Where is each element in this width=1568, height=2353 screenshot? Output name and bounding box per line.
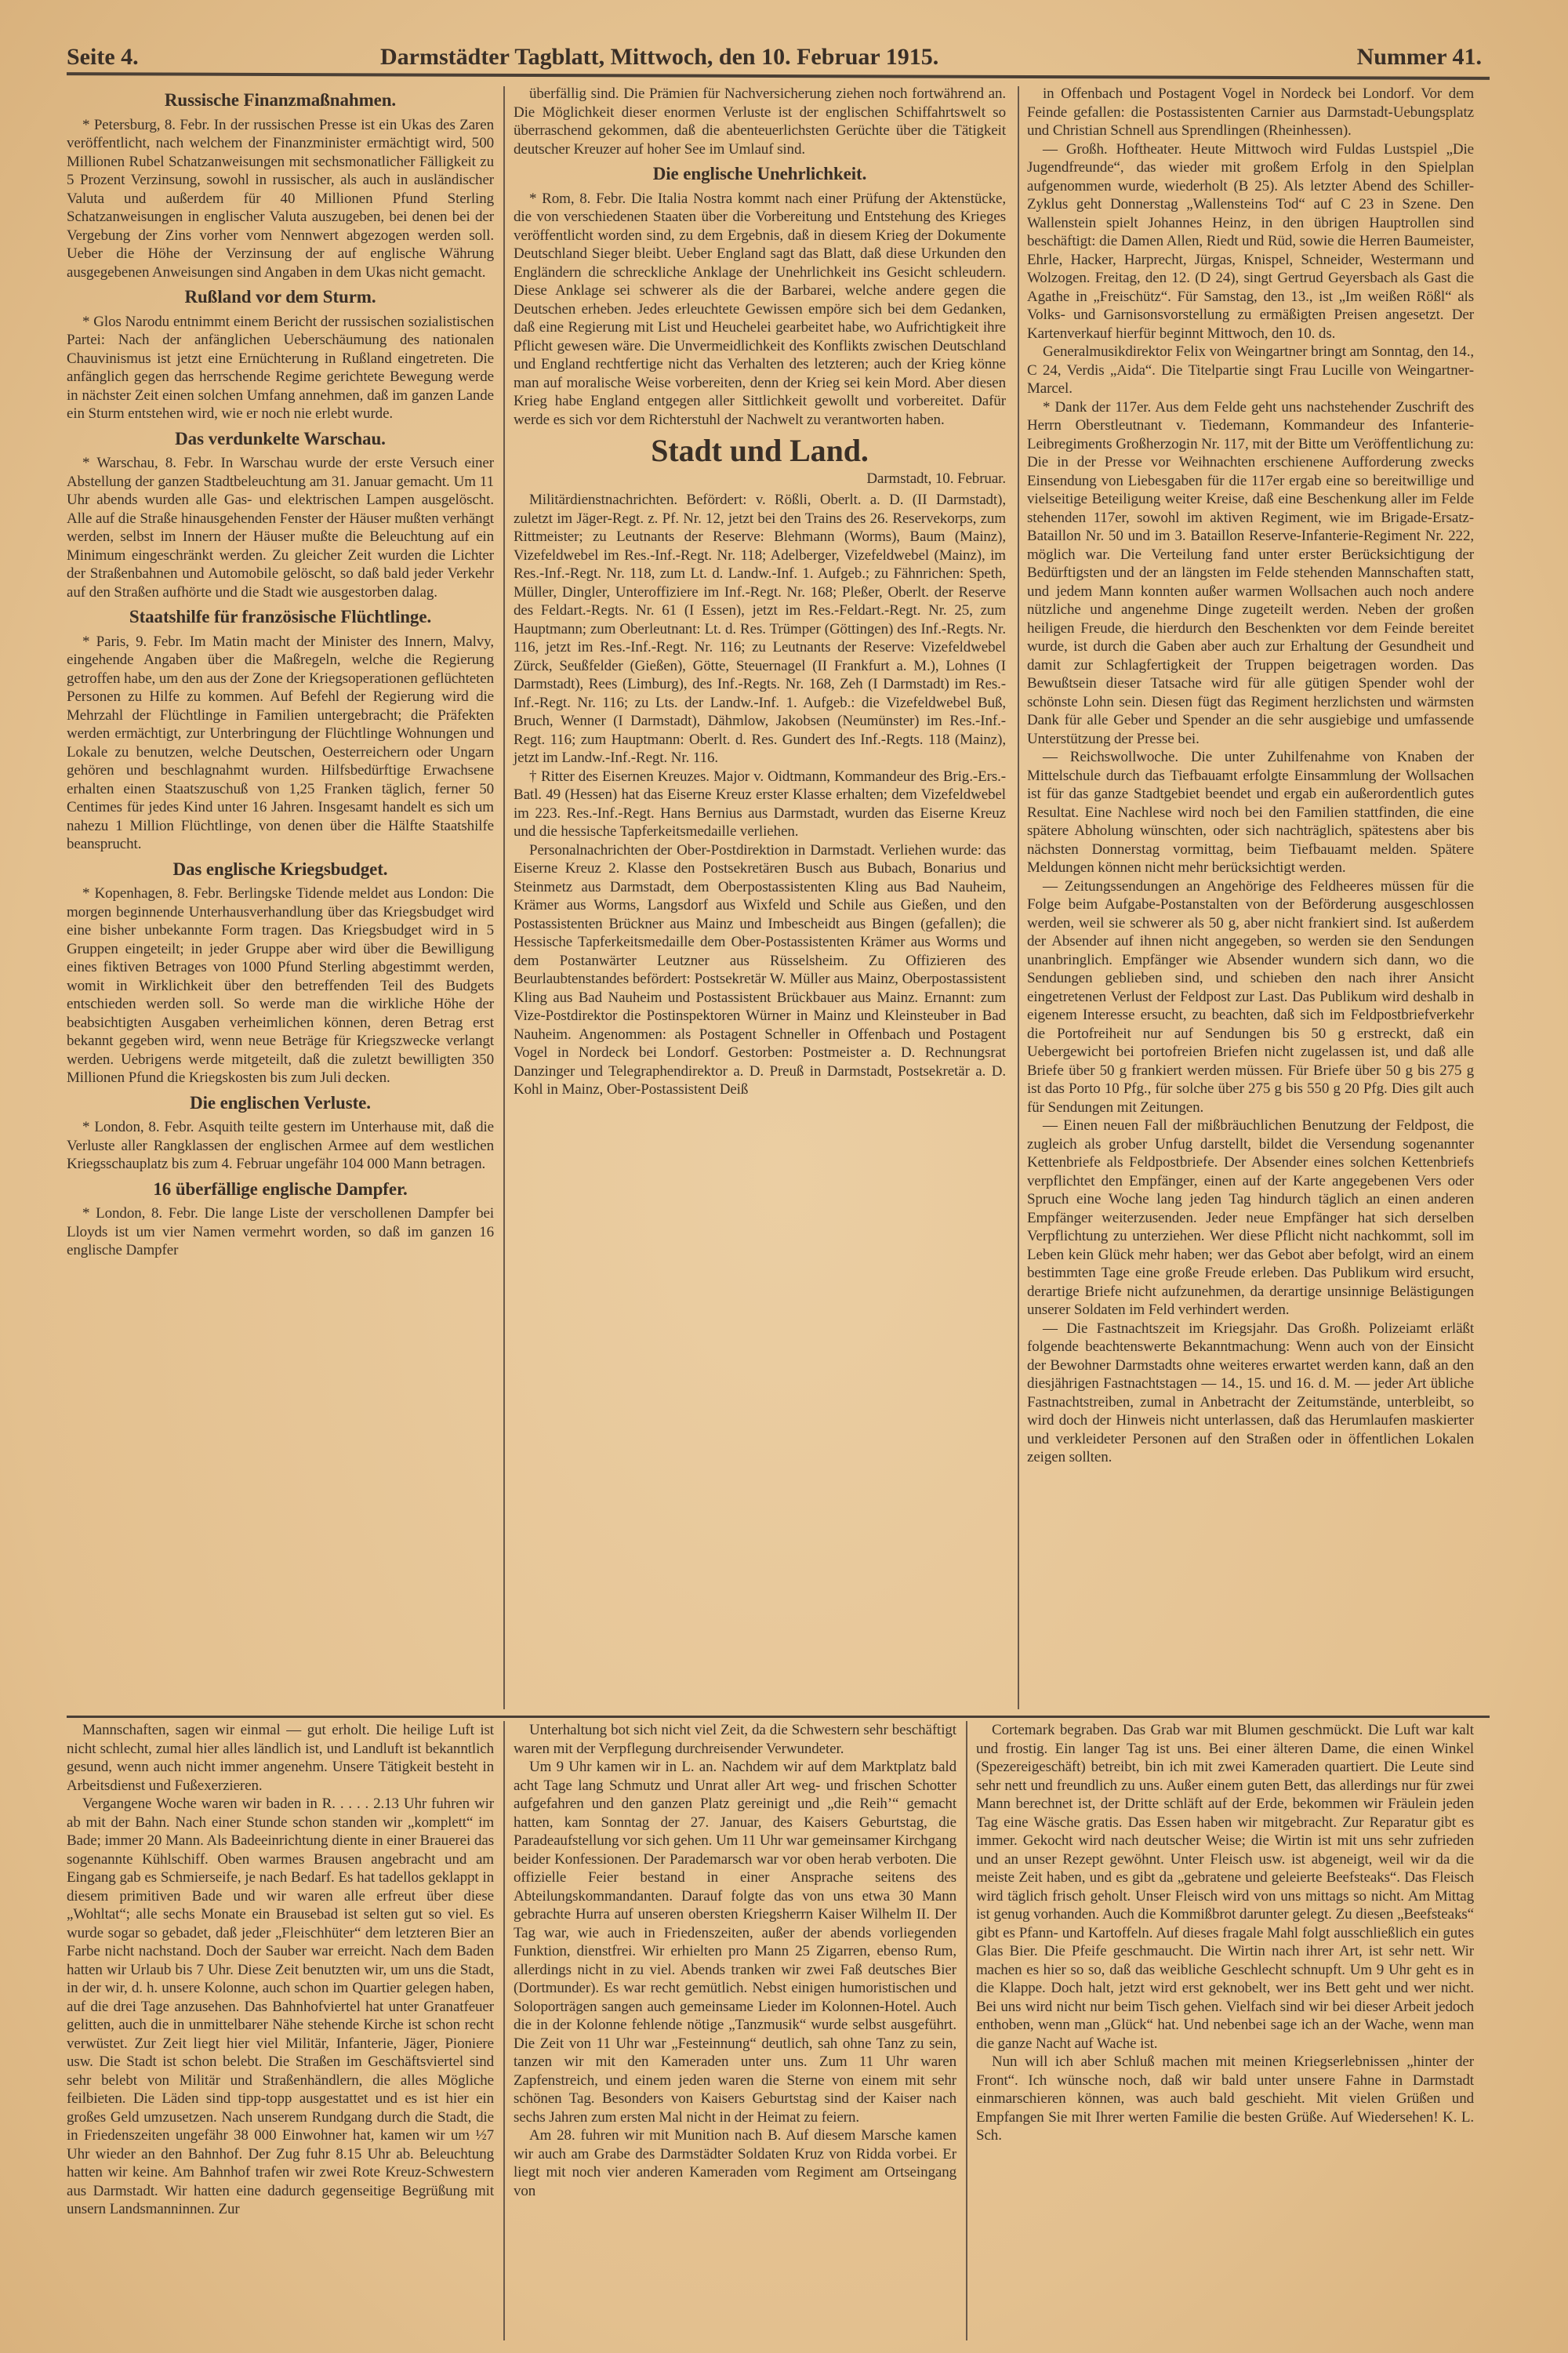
letter-paragraph: Vergangene Woche waren wir baden in R. . . . . 2.13 Uhr fuhren wir ab mit der Bahn. Nach einer Stunde schon standen wir „komplett“ im Bade; immer 20 Mann. Als Badeeinrichtung diente in einer Brauerei das sogenannte Kühlschiff. Oben warmes Brausen angebracht und am Eingang gab es Schmierseife, je nach Bedarf. Es hat tadellos geklappt in diesem primitiven Bade und wir waren alle erfreut über diese „Wohltat“; alle sechs Monate ein Brausebad ist selten gut so viel. Es wurde sogar so gebadet, daß jeder „Fleischhüter“ dem letzteren Bier an Farbe nicht nachstand. Doch der Sauber war erreicht. Nach dem Baden hatten wir Urlaub bis 7 Uhr. Diese Zeit benutzten wir, um uns die Stadt, in der wir, d. h. unsere Kolonne, auch schon im Quartier gelegen haben, auf die drei Tage anzusehen. Das Bahnhofviertel hat unter Granatfeuer gelitten, auch die in unmittelbarer Nähe stehende Kirche ist schon recht verwüstet. Zur Zeit liegt hier viel Militär, Infanterie, Jäger, Pioniere usw. Die Stadt ist schon belebt. Die Straßen im Geschäftsviertel sind sehr belebt von Militär und Straßenhändlern, die alles Mögliche feilbieten. Die Läden sind tipp-topp ausgestattet und es ist hier ein großes Geld umzusetzen. Nach unserem Rundgang durch die Stadt, die in Friedenszeiten ungefähr 38 000 Einwohner hat, kamen wir um ½7 Uhr wieder an den Bahnhof. Der Zug fuhr 8.15 Uhr ab. Beleuchtung hatten wir keine. Am Bahnhof trafen wir zwei Rote Kreuz-Schwestern aus Darmstadt. Wir hatten eine dadurch gegenseitige Begrüßung mit unsern Landsmanninnen. Zur — [67, 1796, 494, 2217]
article — [67, 430, 494, 602]
article — [67, 608, 494, 854]
article-paragraph: * London, 8. Febr. Die lange Liste der verschollenen Dampfer bei Lloyds ist um vier Namen vermehrt worden, so daß im ganzen 16 englische Dampfer — [67, 1205, 494, 1258]
issue-number: Nummer 41. — [1356, 44, 1482, 70]
article — [514, 433, 1006, 1099]
article-paragraph: * Paris, 9. Febr. Im Matin macht der Minister des Innern, Malvy, eingehende Angaben über die Maßregeln, welche die Regierung getroffen habe, um den aus der Zone der Kriegsoperationen geflüchteten Personen zu Hilfe zu kommen. Auf Befehl der Regierung wird die Mehrzahl der Flüchtlinge in Familien untergebracht; die Präfekten werden ermächtigt, zur Unterbringung der Flüchtlinge Wohnungen und Lokale zu benutzen, welche Deutschen, Oesterreichern oder Ungarn gehören und beschlagnahmt wurden. Hilfsbedürftige Erwachsene erhalten einen Staatszuschuß von 1,25 Franken täglich, ferner 50 Centimes für jedes Kind unter 16 Jahren. Insgesamt handelt es sich um nahezu 1 Million Flüchtlinge, von denen über die Hälfte Staatshilfe beansprucht. — [67, 633, 494, 852]
article-headline: Die englischen Verluste. — [190, 1092, 371, 1113]
article — [514, 165, 1006, 429]
letter-paragraph: Um 9 Uhr kamen wir in L. an. Nachdem wir auf dem Marktplatz bald acht Tage lang Schmutz und Unrat aller Art weg- und frischen Schotter aufgefahren und den ganzen Platz gereinigt und „die Reih’“ gemacht hatten, kam Sonntag der 27. Januar, des Kaisers Geburtstag, die Paradeaufstellung vor sich gehen. Um 11 Uhr war gemeinsamer Kirchgang beider Konfessionen. Der Parademarsch war vor oben herab verboten. Die offizielle Feier bestand in einer Ansprache seitens des Abteilungskommandanten. Darauf folgte das von uns etwa 30 Mann gebrachte Hurra auf unseren obersten Kriegsherrn Kaiser Wilhelm II. Der Tag war, wie auch in Friedenszeiten, außer der abends vorliegenden Funktion, dienstfrei. Wir erhielten pro Mann 25 Zigarren, ebenso Rum, allerdings nicht in zu viel. Abends tranken wir zwei Faß deutsches Bier (Dortmunder). Es war recht gemütlich. Nebst einigen humoristischen und Soloporträgen sangen auch gemeinsame Lieder im Kolonnen-Hotel. Auch die in der Kolonne fehlende nötige „Tanzmusik“ wurde selbst ausgeführt. Die Zeit von 11 Uhr war „Festeinnung“ deutlich, sah ohne Tanz zu sein, tanzen wir mit den Kameraden unter uns. Zum 11 Uhr waren Zapfenstreich, und einem jeden waren die Sterne von einem mit sehr schönen Tag. Besonders von Kaisers Geburtstag sind der Kaiser nach sechs Jahren zum ersten Mal nicht in der Heimat zu feiern. — [514, 1759, 956, 2126]
article-headline: Rußland vor dem Sturm. — [184, 287, 376, 307]
article-headline: Die englische Unehrlichkeit. — [652, 164, 867, 183]
article-paragraph: — Reichswollwoche. Die unter Zuhilfenahme von Knaben der Mittelschule durch das Tiefbauamt erfolgte Einsammlung der Wollsachen ist für das ganze Stadtgebiet beendet und ergab ein außerordentlich gutes Resultat. Eine Nachlese wird noch bei den Familien stattfinden, die eine spätere Abholung wünschten, oder sich nachträglich, spätestens aber bis nächsten Donnerstag vormittag, beim Tiefbauamt melden. Spätere Meldungen können nicht mehr berücksichtigt werden. — [1027, 749, 1474, 876]
letter-paragraph: Unterhaltung bot sich nicht viel Zeit, da die Schwestern sehr beschäftigt waren mit der Verpflegung durchreisender Verwundeter. — [514, 1722, 956, 1757]
article-paragraph: — Einen neuen Fall der mißbräuchlichen Benutzung der Feldpost, die zugleich als grober Unfug darstellt, bildet die Versendung sogenannter Kettenbriefe als Feldpostbriefe. Der Absender eines solchen Kettenbriefs verpflichtet den Empfänger, einen auf der Karte angegebenen Vers oder Spruch eine Woche lang jeden Tag hindurch täglich an einen anderen Empfänger weiterzusenden. Jeder neue Empfänger hat sich derselben Verpflichtung zu unterziehen. Wer diese Pflicht nicht nachkommt, soll im Leben kein Glück mehr haben; wer das Gebot aber befolgt, wird an einem bestimmten Tage eine große Freude erleben. Das Publikum wird ersucht, derartige Briefe nicht aufzunehmen, da derartige unsinnige Belästigungen unserer Soldaten im Feld verhindert werden. — [1027, 1117, 1474, 1318]
article-paragraph: Generalmusikdirektor Felix von Weingartner bringt am Sonntag, den 14., C 24, Verdis „Aida“. Die Titelpartie singt Frau Lucille von Weingartner-Marcel. — [1027, 343, 1474, 397]
section-rule — [67, 1716, 1490, 1718]
article-paragraph: in Offenbach und Postagent Vogel in Nordeck bei Londorf. Vor dem Feinde gefallen: die Postassistenten Carnier aus Darmstadt-Uebungsplatz und Christian Schnell aus Sprendlingen (Rheinhessen). — [1027, 85, 1474, 139]
letter-paragraph: Am 28. fuhren wir mit Munition nach B. Auf diesem Marsche kamen wir auch am Grabe des Darmstädter Soldaten Kruz von Ridda vorbei. Er liegt mit noch vier anderen Kameraden vom Regiment am Ortseingang von — [514, 2127, 956, 2199]
top-column-1 — [67, 85, 494, 1260]
article-headline: 16 überfällige englische Dampfer. — [153, 1178, 408, 1199]
article-paragraph: * Dank der 117er. Aus dem Felde geht uns nachstehender Zuschrift des Herrn Oberstleutnant v. Tiedemann, Kommandeur des Infanterie-Leibregiments Großherzogin Nr. 117, mit der Bitte um Veröffentlichung zu: Die in der Presse vor Weihnachten erschienene Aufforderung zwecks Einsendung von Liebesgaben für die 117er ergab eine so bereitwillige und vielseitige Beteiligung weiter Kreise, daß eine Beschenkung aller im Felde stehenden 117er, sowohl im aktiven Regiment, wie im Brigade-Ersatz-Bataillon Nr. 50 und im 3. Bataillon Reserve-Infanterie-Regiment Nr. 222, möglich war. Die Verteilung fand unter erster Berücksichtigung der Bedürftigsten und der an längsten im Felde stehenden Mannschaften statt, und jedem Mann konnten außer warmen Wollsachen auch noch andere nützliche und angenehme Dinge zugeteilt werden. Neben der großen heiligen Freude, die hierdurch den Beschenkten vor dem Feinde bereitet wurde, ist durch die Gaben aber auch zur Erhaltung der Gesundheit und damit zur Schlagfertigkeit der Truppen beigetragen worden. Das Bewußtsein dieser Tatsache wird für alle gütigen Spender wohl der schönste Lohn sein. Diesen fügt das Regiment herzlichsten und wärmsten Dank für alle Geber und Spender an die sehr ausgiebige und umfassende Unterstützung der Presse bei. — [1027, 398, 1474, 747]
letter-paragraph: Cortemark begraben. Das Grab war mit Blumen geschmückt. Die Luft war kalt und frostig. Ein langer Tag ist uns. Bei einer älteren Dame, die einen Winkel (Spezereigeschäft) betreibt, bin ich mit zwei Kameraden quartiert. Die Leute sind sehr nett und freundlich zu uns. Außer einem guten Bett, das allerdings nur für zwei Mann berechnet ist, der Dritte schläft auf der Erde, bekommen wir Fräulein jeden Tag eine Wäsche gratis. Das Essen haben wir mitgebracht. Zur Reparatur gibt es immer. Gekocht wird nach deutscher Weise; die Wirtin ist mit uns sehr zufrieden und an unser Rezept gewöhnt. Unter Fleisch usw. ist abgeneigt, weil wir da die meiste Zeit haben, und es gibt da „gebratene und geleierte Beefsteaks“. Das Fleisch wird täglich frisch geholt. Unser Fleisch wird von uns mittags so nicht. Am Mittag ist genug vorhanden. Auch die Kommißbrot darunter gelegt. Zu diesen „Beefsteaks“ gibt es Pfann- und Kartoffeln. Auf dieses fragale Mahl folgt ausschließlich ein gutes Glas Bier. Die Pfeife geschmaucht. Die Wirtin nach ihrer Art, ist sehr nett. Wir machen es hier so so, daß das weibliche Geschlecht schnupft. Um 9 Uhr geht es in die Klappe. Doch halt, jetzt wird erst geknobelt, wer ins Bett geht und wer nicht. Bei uns wird nicht nur beim Tisch gehen. Vielfach sind wir bei dieser Arbeit jedoch enthoben, wenn man „Glück“ hat. Und nebenbei sage ich an der Wache, wenn man die ganze Nacht auf Wache ist. — [976, 1722, 1474, 2052]
article — [67, 288, 494, 423]
article-paragraph: * Rom, 8. Febr. Die Italia Nostra kommt nach einer Prüfung der Aktenstücke, die von verschiedenen Staaten über die Vorbereitung und Entstehung des Krieges veröffentlicht worden sind, zu dem Ergebnis, daß in diesem Krieg der Dokumente Deutschland Sieger bleibt. Ueber England sagt das Blatt, daß diese Urkunden den Engländern die schreckliche Anklage der Unehrlichkeit ins Gesicht schleudern. Diese Anklage sei schwerer als die der Barbarei, welche andere gegen die Deutschen erheben. Jedes erleuchtete Gewissen empöre sich bei dem Gedanken, daß eine Regierung mit List und Heuchelei gearbeitet habe, wo Aufrichtigkeit ihre Pflicht gewesen wäre. Die Unvermeidlichkeit des Konflikts zwischen Deutschland und England rechtfertige nicht das Verhalten des letzteren; auch der Krieg könne man auf moralische Weise vorbereiten, denn der Krieg sei kein Mord. Aber diesen Krieg habe England entgegen aller Sittlichkeit gewollt und vorbereitet. Dafür werde es sich vor dem Richterstuhl der Nachwelt zu verantworten haben. — [514, 190, 1006, 428]
column-divider — [503, 86, 505, 1709]
article-paragraph: überfällig sind. Die Prämien für Nachversicherung ziehen noch fortwährend an. Die Möglichkeit dieser enormen Verluste ist der englischen Schiffahrtswelt so überraschend gekommen, daß die abenteuerlichsten Gerüchte über die Tätigkeit deutscher Kreuzer auf hoher See im Umlauf sind. — [514, 85, 1006, 158]
bottom-column-3 — [976, 1721, 1474, 2145]
dateline: Darmstadt, 10. Februar. — [866, 470, 1006, 487]
article-headline: Das verdunkelte Warschau. — [175, 428, 386, 448]
bottom-column-1 — [67, 1721, 494, 2219]
article-paragraph: * Warschau, 8. Febr. In Warschau wurde der erste Versuch einer Abstellung der ganzen Stadtbeleuchtung am 31. Januar gemacht. Um 11 Uhr abends wurden alle Gas- und elektrischen Lampen ausgelöscht. Alle auf die Straße hinausgehenden Fenster der Häuser mußten verhängt werden, selbst im Innern der Häuser mußte die Beleuchtung auf ein Minimum eingeschränkt werden. Zu gleicher Zeit wurden die Lichter der Straßenbahnen und Automobile gelöscht, so daß bald jeder Verkehr auf den Straßen aufhörte und die Stadt wie ausgestorben dalag. — [67, 455, 494, 601]
letter-paragraph: Nun will ich aber Schluß machen mit meinen Kriegserlebnissen „hinter der Front“. Ich wünsche noch, daß wir bald unter unsere Fahne in Darmstadt einmarschieren können, was auch bald geschieht. Mit vielen Grüßen und Empfangen Sie mit Ihrer werten Familie die besten Grüße. Auf Wiedersehen! K. L. Sch. — [976, 2053, 1474, 2144]
column-divider — [966, 1721, 967, 2340]
article — [1027, 85, 1474, 1467]
article-paragraph: Personalnachrichten der Ober-Postdirektion in Darmstadt. Verliehen wurde: das Eiserne Kreuz 2. Klasse den Postsekretären Busch aus Bubach, Bonarius und Steinmetz aus Darmstadt, dem Oberpostassistenten Kling aus Bad Nauheim, Krämer aus Worms, Langsdorf aus Wixfeld und Schile aus Gießen, und den Postassistenten Brückner aus Mainz und Imbescheidt aus Bingen (gefallen); die Hessische Tapferkeitsmedaille dem Ober-Postassistenten Krämer aus Worms und dem Postanwärter Leutzner aus Rüsselsheim. Zu Offizieren des Beurlaubtenstandes befördert: Postsekretär W. Müller aus Mainz, Oberpostassistent Kling aus Bad Nauheim und Postassistent Brückbauer aus Mainz. Ernannt: zum Vize-Postdirektor die Postinspektoren Würner in Mainz und Kleinsteuber in Bad Nauheim. Angenommen: als Postagent Schneller in Offenbach und Postagent Vogel in Nordeck bei Londorf. Gestorben: Postmeister a. D. Rechnungsrat Danzinger und Telegraphendirektor a. D. Preuß in Darmstadt, Postsekretär a. D. Kohl in Mainz, Ober-Postassistent Deiß — [514, 841, 1006, 1098]
article-headline: Russische Finanzmaßnahmen. — [164, 90, 397, 110]
article — [67, 1180, 494, 1260]
article-paragraph: † Ritter des Eisernen Kreuzes. Major v. Oidtmann, Kommandeur des Brig.-Ers.-Batl. 49 (Hessen) hat das Eiserne Kreuz erster Klasse erhalten; dem Vizefeldwebel im 223. Res.-Inf.-Regt. Hans Bernius aus Darmstadt, wurden das Eiserne Kreuz und die hessische Tapferkeitsmedaille verliehen. — [514, 768, 1006, 840]
article — [67, 1094, 494, 1174]
article-paragraph: * London, 8. Febr. Asquith teilte gestern im Unterhause mit, daß die Verluste aller Rangklassen der englischen Armee auf dem westlichen Kriegsschauplatz bis zum 4. Februar ungefähr 104 000 Mann betragen. — [67, 1119, 494, 1172]
article-paragraph: — Die Fastnachtszeit im Kriegsjahr. Das Großh. Polizeiamt erläßt folgende beachtenswerte Bekanntmachung: Wenn auch von der Einsicht der Bewohner Darmstadts ohne weiteres erwartet werden kann, daß an den diesjährigen Fastnachtstagen — 14., 15. und 16. d. M. — jeder Art übliche Fastnachtstreiben, zumal in Anbetracht der Zeitumstände, unterbleibt, so wird doch der Hinweis nicht unterlassen, daß das Herumlaufen maskierter und verkleideter Personen auf den Straßen oder in öffentlichen Lokalen zeigen sollten. — [1027, 1320, 1474, 1465]
letter-paragraph: Mannschaften, sagen wir einmal — gut erholt. Die heilige Luft ist nicht schlecht, zumal hier alles ländlich ist, und Landluft ist bekanntlich gesund, wenn auch nicht immer angenehm. Unsere Tätigkeit besteht in Arbeitsdienst und Fußexerzieren. — [67, 1722, 494, 1794]
article-paragraph: — Zeitungssendungen an Angehörige des Feldheeres müssen für die Folge beim Aufgabe-Postanstalten von der Beförderung ausgeschlossen werden, weil sie schwerer als 50 g, aber nicht frankiert sind. Ist außerdem der Absender auf ihnen nicht angegeben, so werden sie den Sendungen unanbringlich. Empfänger wie Absender wundern sich dann, wo die Sendungen geblieben sind, und schieben den nach ihrer Ansicht eingetretenen Verlust der Feldpost zur Last. Das Publikum wird deshalb in eigenem Interesse ersucht, zu beachten, daß sich im Feldpostbriefverkehr die Portofreiheit nur auf Sendungen bis 50 g erstreckt, daß ein Uebergewicht bei portofreien Briefen nicht zugelassen ist, und daß alle Briefe über 50 g frankiert werden müssen. Für Briefe über 50 g bis 275 g ist das Porto 10 Pfg., für solche über 275 g bis 550 g 20 Pfg. Dies gilt auch für Sendungen mit Zeitungen. — [1027, 877, 1474, 1116]
top-column-3 — [1027, 85, 1474, 1467]
bottom-column-2 — [514, 1721, 956, 2200]
article-paragraph: Militärdienstnachrichten. Befördert: v. Rößli, Oberlt. a. D. (II Darmstadt), zuletzt im Jäger-Regt. z. Pf. Nr. 12, jetzt bei den Trains des 26. Reservekorps, zum Rittmeister; zu Leutnants der Reserve: Blehmann (Worms), Baum (Mainz), Vizefeldwebel im Res.-Inf.-Regt. Nr. 118; Adelberger, Vizefeldwebel (Mainz), im Res.-Inf.-Regt. Nr. 118, zum Lt. d. Landw.-Inf. 1. Aufgeb.; zu Fähnrichen: Speth, Müller, Dingler, Unteroffiziere im Inf.-Regt. Nr. 168; Pleßer, Oberlt. der Reserve des Feldart.-Regts. Nr. 61 (I Essen), jetzt im Res.-Feldart.-Regt. Nr. 25, zum Hauptmann; zum Oberleutnant: Lt. d. Res. Trümper (Göttingen) des Inf.-Regts. Nr. 116, jetzt im Res.-Inf.-Regt. Nr. 116; zu Leutnants der Reserve: Vizefeldwebel Zürck, Seußfelder (Gießen), Götte, Steuernagel (II Frankfurt a. M.), Lohnes (I Darmstadt), Rees (Limburg), des Inf.-Regts. Nr. 168, Zeh (I Darmstadt) im Res.-Inf.-Regt. Nr. 116; zu Lts. der Landw.-Inf. 1. Aufgeb.: die Vizefeldwebel Buß, Bruch, Wenner (I Darmstadt), Dähmlow, Jakobsen (Neumünster) im Res.-Inf.-Regt. 116; zum Hauptmann: Oberlt. d. Res. Gundert des Inf.-Regts. 118 (Mainz), jetzt im Landw.-Inf.-Regt. Nr. 116. — [514, 492, 1006, 766]
article-headline: Staatshilfe für französische Flüchtlinge. — [129, 607, 432, 626]
top-column-2 — [514, 85, 1006, 1099]
section-title: Stadt und Land. — [651, 433, 869, 468]
column-divider — [1018, 86, 1019, 1709]
article-paragraph: * Petersburg, 8. Febr. In der russischen Presse ist ein Ukas des Zaren veröffentlicht, nach welchem der Finanzminister ermächtigt wird, 500 Millionen Rubel Schatzanweisungen mit sechsmonatlicher Fälligkeit zu 5 Prozent Verzinsung, sowohl in russischer, als auch in ausländischer Valuta und außerdem für 40 Millionen Pfund Sterling Schatzanweisungen in englischer Valuta auszugeben, bei denen bei der Vergebung der Zins vorher vom Nennwert abgezogen werden soll. Ueber die Höhe der Verzinsung der auf englische Währung ausgegebenen Anweisungen sind Angaben in dem Ukas nicht gemacht. — [67, 116, 494, 281]
article-paragraph: — Großh. Hoftheater. Heute Mittwoch wird Fuldas Lustspiel „Die Jugendfreunde“, das wieder mit großem Erfolg in den Spielplan aufgenommen wurde, wiederholt (B 25). Als letzter Abend des Schiller-Zyklus geht Donnerstag „Wallensteins Tod“ auf C 23 in Szene. Den Wallenstein spielt Johannes Heinz, in den übrigen Hauptrollen sind beschäftigt: die Damen Allen, Riedt und Rüd, sowie die Herren Baumeister, Ehrle, Hacker, Harprecht, Jürgas, Knispel, Schneider, Westermann und Wolzogen. Freitag, den 12. (D 24), singt Gertrud Geyersbach als Gast die Agathe in „Freischütz“. Für Samstag, den 13., ist „Im weißen Rößl“ als Volks- und Garnisonsvorstellung zu ermäßigten Preisen angesetzt. Der Kartenverkauf hierfür beginnt Mittwoch, den 10. ds. — [1027, 140, 1474, 342]
article — [514, 85, 1006, 158]
article-headline: Das englische Kriegsbudget. — [172, 859, 388, 879]
page-number: Seite 4. — [67, 44, 139, 70]
article-paragraph: * Glos Narodu entnimmt einem Bericht der russischen sozialistischen Partei: Nach der anfänglichen Ueberschäumung des nationalen Chauvinismus ist jetzt eine Ernüchterung in Rußland eingetreten. Die anfänglich gegen das herrschende Regime gerichtete Bewegung werde in nächster Zeit einen solchen Umfang annehmen, daß im ganzen Lande ein Sturm entstehen wird, wie er noch nie erlebt wurde. — [67, 313, 494, 422]
article — [67, 860, 494, 1088]
article-paragraph: * Kopenhagen, 8. Febr. Berlingske Tidende meldet aus London: Die morgen beginnende Unterhausverhandlung über das Kriegsbudget wird eine bisher unbekannte Form tragen. Das Kriegsbudget wird in 5 Gruppen eingeteilt; in jeder Gruppe aber wird über die Bewilligung eines fiktiven Betrages von 1000 Pfund Sterling abgestimmt werden, womit in Wirklichkeit über den betreffenden Teil des Budgets entschieden werden soll. So werde man die wirkliche Höhe der beabsichtigten Ausgaben verheimlichen können, deren Betrag erst bekannt gegeben wird, wenn neue Beträge für Kriegszwecke verlangt werden. Uebrigens werde mitgeteilt, daß die zuletzt bewilligten 350 Millionen Pfund die Kriegskosten bis zum Juli decken. — [67, 885, 494, 1086]
masthead: Darmstädter Tagblatt, Mittwoch, den 10. Februar 1915. — [380, 44, 939, 70]
article — [67, 91, 494, 281]
column-divider — [503, 1721, 505, 2340]
